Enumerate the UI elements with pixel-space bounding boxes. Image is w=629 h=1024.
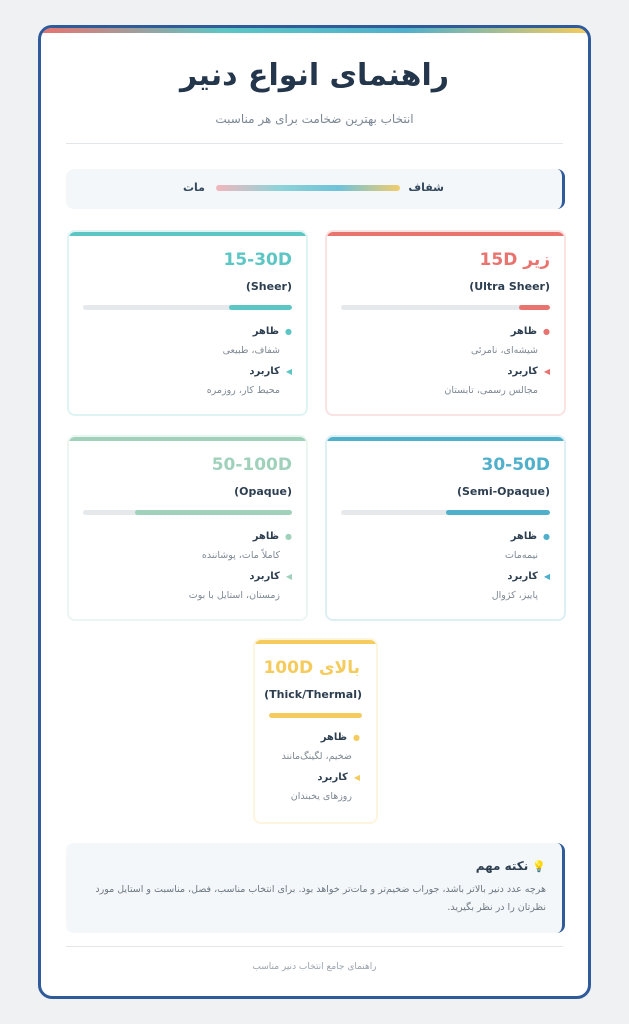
usage-heading — [249, 571, 292, 582]
guide-card — [38, 25, 591, 999]
scale-gradient-bar — [216, 185, 400, 191]
card-color-bar — [327, 232, 564, 236]
bullet-dot-icon: ● — [285, 532, 292, 541]
thickness-fill — [229, 305, 292, 310]
usage-heading — [317, 772, 360, 783]
denier-card-sheer — [67, 230, 308, 416]
denier-name: 15-30D — [223, 250, 292, 270]
page-subtitle: انتخاب بهترین ضخامت برای هر مناسبت — [215, 112, 414, 126]
appearance-heading — [253, 531, 292, 542]
card-color-bar — [69, 232, 306, 236]
appearance-heading — [253, 326, 292, 337]
denier-card-opaque — [67, 435, 308, 621]
appearance-value: ضخیم، لگینگ‌مانند — [281, 751, 352, 762]
triangle-arrow-icon: ◀ — [285, 572, 292, 581]
denier-type: (Semi-Opaque) — [456, 485, 550, 498]
opacity-scale — [66, 169, 565, 209]
appearance-label: ظاهر — [320, 732, 348, 743]
note-body: هرچه عدد دنیر بالاتر باشد، جوراب ضخیم‌تر و مات‌تر خواهد بود. برای انتخاب مناسب، فصل، مناسبت و استایل مورد نظرتان را در نظر بگیرید. — [95, 884, 546, 913]
usage-heading — [507, 366, 550, 377]
thickness-track — [341, 510, 550, 515]
card-color-bar — [69, 437, 306, 441]
usage-value: زمستان، استایل با بوت — [188, 590, 280, 601]
usage-heading — [507, 571, 550, 582]
appearance-value: شیشه‌ای، نامرئی — [471, 345, 538, 356]
usage-heading — [249, 366, 292, 377]
card-color-bar — [255, 640, 376, 644]
denier-card-semi-opaque — [325, 435, 566, 621]
lightbulb-icon: 💡 — [532, 859, 546, 873]
appearance-value: نیمه‌مات — [504, 550, 538, 561]
denier-card-thick-thermal — [253, 638, 378, 824]
thickness-track — [269, 713, 362, 718]
appearance-label: ظاهر — [252, 531, 280, 542]
triangle-arrow-icon: ◀ — [543, 572, 550, 581]
thickness-fill — [135, 510, 292, 515]
appearance-value: کاملاً مات، پوشاننده — [201, 550, 280, 561]
denier-name: 50-100D — [211, 455, 292, 475]
thickness-track — [83, 305, 292, 310]
thickness-fill — [519, 305, 550, 310]
triangle-arrow-icon: ◀ — [285, 367, 292, 376]
thickness-fill — [446, 510, 551, 515]
bullet-dot-icon: ● — [543, 532, 550, 541]
appearance-label: ظاهر — [252, 326, 280, 337]
appearance-heading — [511, 326, 550, 337]
triangle-arrow-icon: ◀ — [543, 367, 550, 376]
scale-label-sheer: شفاف — [408, 181, 444, 194]
denier-type: (Sheer) — [245, 280, 292, 293]
important-note — [66, 843, 565, 933]
usage-label: کاربرد — [249, 571, 280, 582]
denier-card-ultra-sheer — [325, 230, 566, 416]
usage-label: کاربرد — [507, 366, 538, 377]
appearance-value: شفاف، طبیعی — [222, 345, 280, 356]
header-divider — [66, 143, 563, 144]
card-color-bar — [327, 437, 564, 441]
appearance-label: ظاهر — [510, 531, 538, 542]
usage-label: کاربرد — [249, 366, 280, 377]
appearance-label: ظاهر — [510, 326, 538, 337]
bullet-dot-icon: ● — [285, 327, 292, 336]
note-heading — [82, 859, 546, 873]
scale-label-opaque: مات — [183, 181, 205, 194]
usage-label: کاربرد — [317, 772, 348, 783]
denier-type: (Opaque) — [234, 485, 292, 498]
usage-label: کاربرد — [507, 571, 538, 582]
denier-name: 30-50D — [481, 455, 550, 475]
denier-name: زیر 15D — [479, 250, 550, 270]
usage-value: محیط کار، روزمره — [206, 385, 280, 396]
footer-text: راهنمای جامع انتخاب دنیر مناسب — [252, 962, 377, 972]
page-title: راهنمای انواع دنیر — [179, 58, 450, 93]
denier-type: (Ultra Sheer) — [469, 280, 550, 293]
thickness-track — [83, 510, 292, 515]
usage-value: روزهای یخبندان — [290, 791, 352, 802]
bullet-dot-icon: ● — [353, 733, 360, 742]
appearance-heading — [511, 531, 550, 542]
triangle-arrow-icon: ◀ — [353, 773, 360, 782]
thickness-track — [341, 305, 550, 310]
bullet-dot-icon: ● — [543, 327, 550, 336]
usage-value: پاییز، کژوال — [491, 590, 538, 601]
denier-type: (Thick/Thermal) — [264, 688, 362, 701]
top-accent-bar — [41, 28, 588, 33]
footer-divider — [66, 946, 563, 947]
usage-value: مجالس رسمی، تابستان — [444, 385, 538, 396]
denier-name: بالای 100D — [263, 658, 360, 678]
thickness-fill — [269, 713, 362, 718]
note-title: نکته مهم — [475, 859, 529, 873]
appearance-heading — [321, 732, 360, 743]
